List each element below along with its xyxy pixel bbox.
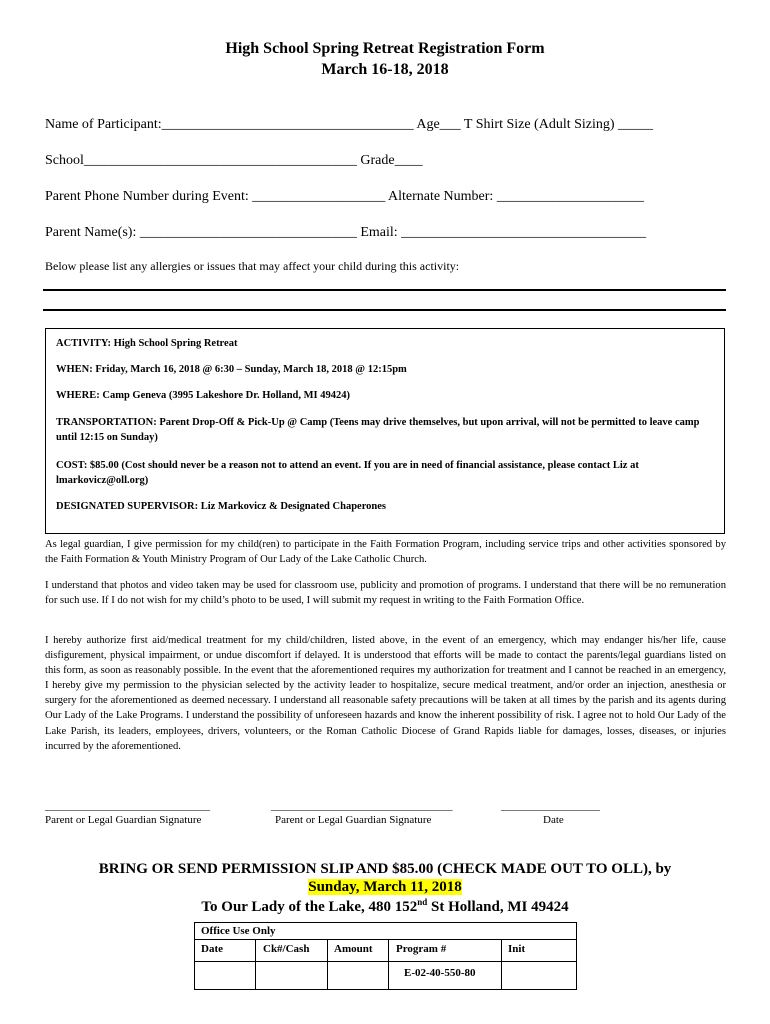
office-col-divider-2 xyxy=(327,939,328,989)
date-label: Date xyxy=(543,814,564,826)
address-suffix: St Holland, MI 49424 xyxy=(427,899,569,915)
school-field[interactable]: School_______________________________________ Grade____ xyxy=(45,153,423,168)
activity-info-box xyxy=(45,328,725,534)
guardian-signature-label-2: Parent or Legal Guardian Signature xyxy=(275,814,432,826)
supervisor-line: DESIGNATED SUPERVISOR: Liz Markovicz & Designated Chaperones xyxy=(56,501,387,512)
transportation-line: TRANSPORTATION: Parent Drop-Off & Pick-Up @ Camp (Teens may drive themselves, but upon arrival, will not be permitted to leave camp until 12:15 on Sunday) xyxy=(56,417,700,443)
office-col-divider-1 xyxy=(255,939,256,989)
office-col-init: Init xyxy=(508,943,526,955)
address-ordinal: nd xyxy=(417,897,428,907)
office-program-code: E-02-40-550-80 xyxy=(404,967,476,979)
address-prefix: To Our Lady of the Lake, 480 152 xyxy=(201,899,418,915)
when-line: WHEN: Friday, March 16, 2018 @ 6:30 – Sunday, March 18, 2018 @ 12:15pm xyxy=(56,364,407,375)
office-col-divider-4 xyxy=(501,939,502,989)
allergies-line-2[interactable] xyxy=(43,309,726,311)
office-use-table xyxy=(194,922,577,990)
permission-paragraph: As legal guardian, I give permission for my child(ren) to participate in the Faith Formation Program, including service trips and other activities sponsored by the Faith Formation & Youth Ministry Program of Our Lady of the Lake Catholic Church. xyxy=(45,539,726,566)
cost-line: COST: $85.00 (Cost should never be a reason not to attend an event. If you are in need of financial assistance, please contact Liz at lmarkovicz@oll.org) xyxy=(56,460,639,486)
photo-release-paragraph: I understand that photos and video taken may be used for classroom use, publicity and promotion of programs. I understand that there will be no remuneration for such use. If I do not wish for my child’s photo to be used, I will submit my request in writing to the Faith Formation Office. xyxy=(45,580,726,607)
deadline-line xyxy=(0,879,770,896)
participant-name-field[interactable]: Name of Participant:____________________________________ Age___ T Shirt Size (Adult Sizing) _____ xyxy=(45,117,654,132)
where-line: WHERE: Camp Geneva (3995 Lakeshore Dr. Holland, MI 49424) xyxy=(56,390,351,401)
deadline-date: Sunday, March 11, 2018 xyxy=(308,879,462,895)
bring-instructions: BRING OR SEND PERMISSION SLIP AND $85.00 (CHECK MADE OUT TO OLL), by xyxy=(98,861,672,877)
form-date: March 16-18, 2018 xyxy=(321,61,449,78)
parent-phone-field[interactable]: Parent Phone Number during Event: ___________________ Alternate Number: _____________________ xyxy=(45,189,644,204)
office-use-title: Office Use Only xyxy=(201,925,276,937)
office-col-date: Date xyxy=(201,943,223,955)
office-table-divider xyxy=(195,939,576,940)
guardian-signature-line-2[interactable]: _________________________________ xyxy=(271,800,453,812)
office-table-row-divider xyxy=(195,961,576,962)
allergies-prompt: Below please list any allergies or issues that may affect your child during this activity: xyxy=(45,259,460,273)
guardian-signature-label-1: Parent or Legal Guardian Signature xyxy=(45,814,202,826)
allergies-line-1[interactable] xyxy=(43,289,726,291)
activity-line: ACTIVITY: High School Spring Retreat xyxy=(56,338,238,349)
office-col-program: Program # xyxy=(396,943,447,955)
parent-names-field[interactable]: Parent Name(s): _______________________________ Email: ___________________________________ xyxy=(45,225,647,240)
guardian-signature-line-1[interactable]: ______________________________ xyxy=(45,800,210,812)
delivery-address xyxy=(0,897,770,916)
office-col-amount: Amount xyxy=(334,943,373,955)
date-signature-line[interactable]: __________________ xyxy=(501,800,600,812)
medical-authorization-paragraph: I hereby authorize first aid/medical treatment for my child/children, listed above, in the event of an emergency, which may endanger his/her life, cause disfigurement, physical impairment, or undue discomfort if delayed. It is understood that efforts will be made to contact the parents/legal guardians listed on this form, as soon as reasonably possible. In the event that the aforementioned requires my authorization for treatment and I cannot be reached in an emergency, I hereby give my permission to the physician selected by the activity leader to hospitalize, secure medical treatment, and/or order an injection, anesthesia or surgery for the aforementioned as deemed necessary. I understand all reasonable safety precautions will be taken at all times by the parish and its agents during Our Lady of the Lake Programs. I understand the possibility of unforeseen hazards and know the inherent possibility of risk. I agree not to hold Our Lady of the Lake Parish, its leaders, employees, drivers, volunteers, or the Roman Catholic Diocese of Grand Rapids liable for damages, losses, diseases, or injuries incurred by the aforementioned. xyxy=(45,635,726,752)
office-col-check: Ck#/Cash xyxy=(263,943,310,955)
office-col-divider-3 xyxy=(388,939,389,989)
form-title: High School Spring Retreat Registration Form xyxy=(225,40,545,57)
